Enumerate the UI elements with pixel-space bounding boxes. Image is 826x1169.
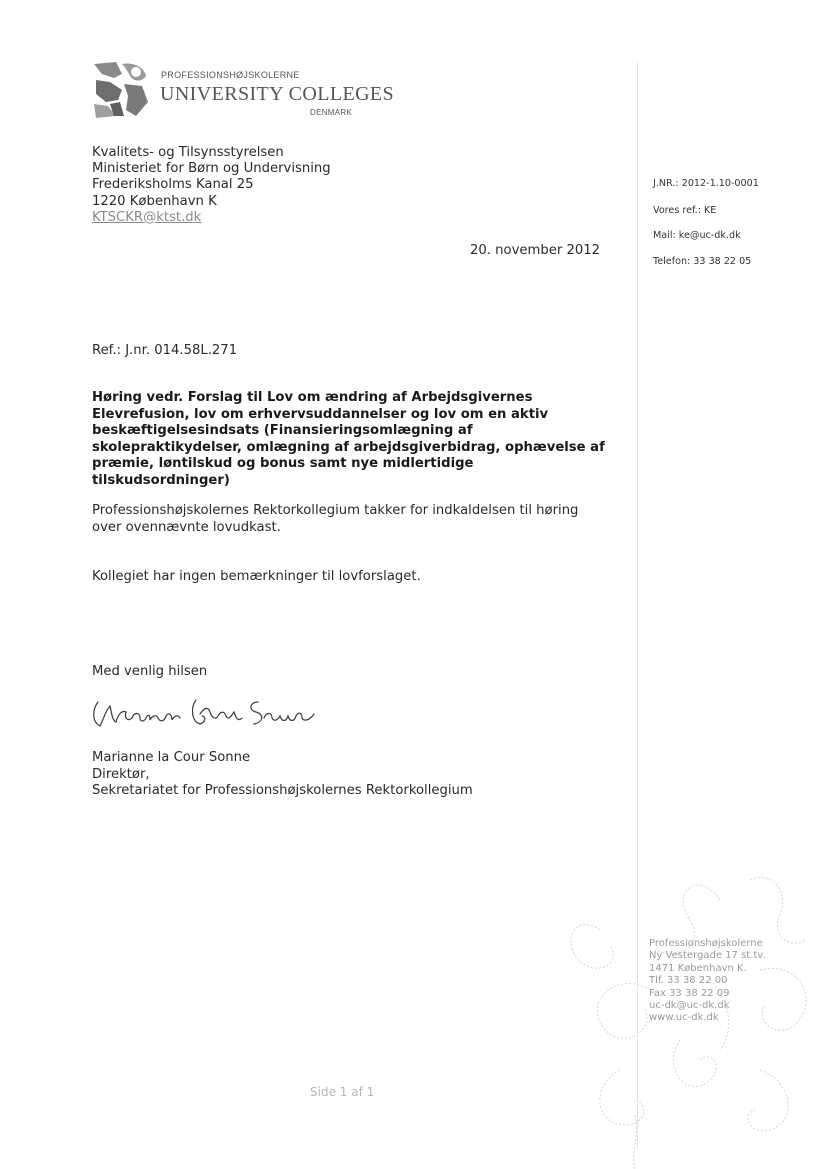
- signer-organization: Sekretariatet for Professionshøjskolernes Rektorkollegium: [92, 783, 473, 799]
- signature-image: [88, 688, 338, 736]
- signer-name: Marianne la Cour Sonne: [92, 750, 251, 765]
- body-paragraph-1: Professionshøjskolernes Rektorkollegium takker for indkaldelsen til høring over ovennævnte lovudkast.: [92, 503, 579, 535]
- footer-website[interactable]: www.uc-dk.dk: [649, 1012, 719, 1024]
- footer-line-2: Ny Vestergade 17 st.tv.: [649, 950, 766, 962]
- reference-number: Ref.: J.nr. 014.58L.271: [92, 343, 238, 358]
- recipient-line-2: Ministeriet for Børn og Undervisning: [92, 161, 331, 177]
- meta-mail: Mail: ke@uc-dk.dk: [653, 230, 741, 241]
- footer-email[interactable]: uc-dk@uc-dk.dk: [649, 1000, 730, 1012]
- signer-title: Direktør,: [92, 766, 150, 782]
- footer-line-1: Professionshøjskolerne: [649, 938, 763, 949]
- footer-line-4: Tlf. 33 38 22 00: [649, 975, 728, 987]
- footer-line-5: Fax 33 38 22 09: [649, 987, 730, 999]
- body-paragraph-2: Kollegiet har ingen bemærkninger til lovforslaget.: [92, 569, 421, 584]
- closing-greeting: Med venlig hilsen: [92, 664, 208, 679]
- recipient-email-link[interactable]: KTSCKR@ktst.dk: [92, 209, 202, 225]
- recipient-address: [92, 145, 331, 226]
- letterhead-country: DENMARK: [310, 108, 353, 117]
- signer-block: [92, 750, 473, 800]
- footer-line-3: 1471 København K.: [649, 962, 747, 974]
- footer-address: [649, 938, 766, 1025]
- meta-jnr: J.NR.: 2012-1.10-0001: [653, 178, 759, 189]
- page-number: Side 1 af 1: [310, 1085, 375, 1099]
- letter-date: 20. november 2012: [470, 243, 601, 258]
- letterhead-org-small: PROFESSIONSHØJSKOLERNE: [161, 70, 300, 80]
- meta-vores-ref: Vores ref.: KE: [653, 205, 717, 216]
- recipient-line-1: Kvalitets- og Tilsynsstyrelsen: [92, 145, 284, 160]
- letter-subject: Høring vedr. Forslag til Lov om ændring af Arbejdsgivernes Elevrefusion, lov om erhvervsuddannelser og lov om en aktiv beskæftigelsesindsats (Finansieringsomlægning af skolepraktikydelser, omlægning af arbejdsgiverbidrag, ophævelse af præmie, løntilskud og bonus samt nye midlertidige tilskudsordninger): [92, 390, 605, 488]
- recipient-line-4: 1220 København K: [92, 193, 217, 209]
- letterhead-org-name: UNIVERSITY COLLEGES: [160, 83, 395, 105]
- university-colleges-logo-icon: [92, 60, 150, 118]
- meta-telefon: Telefon: 33 38 22 05: [653, 256, 752, 267]
- recipient-line-3: Frederiksholms Kanal 25: [92, 177, 254, 193]
